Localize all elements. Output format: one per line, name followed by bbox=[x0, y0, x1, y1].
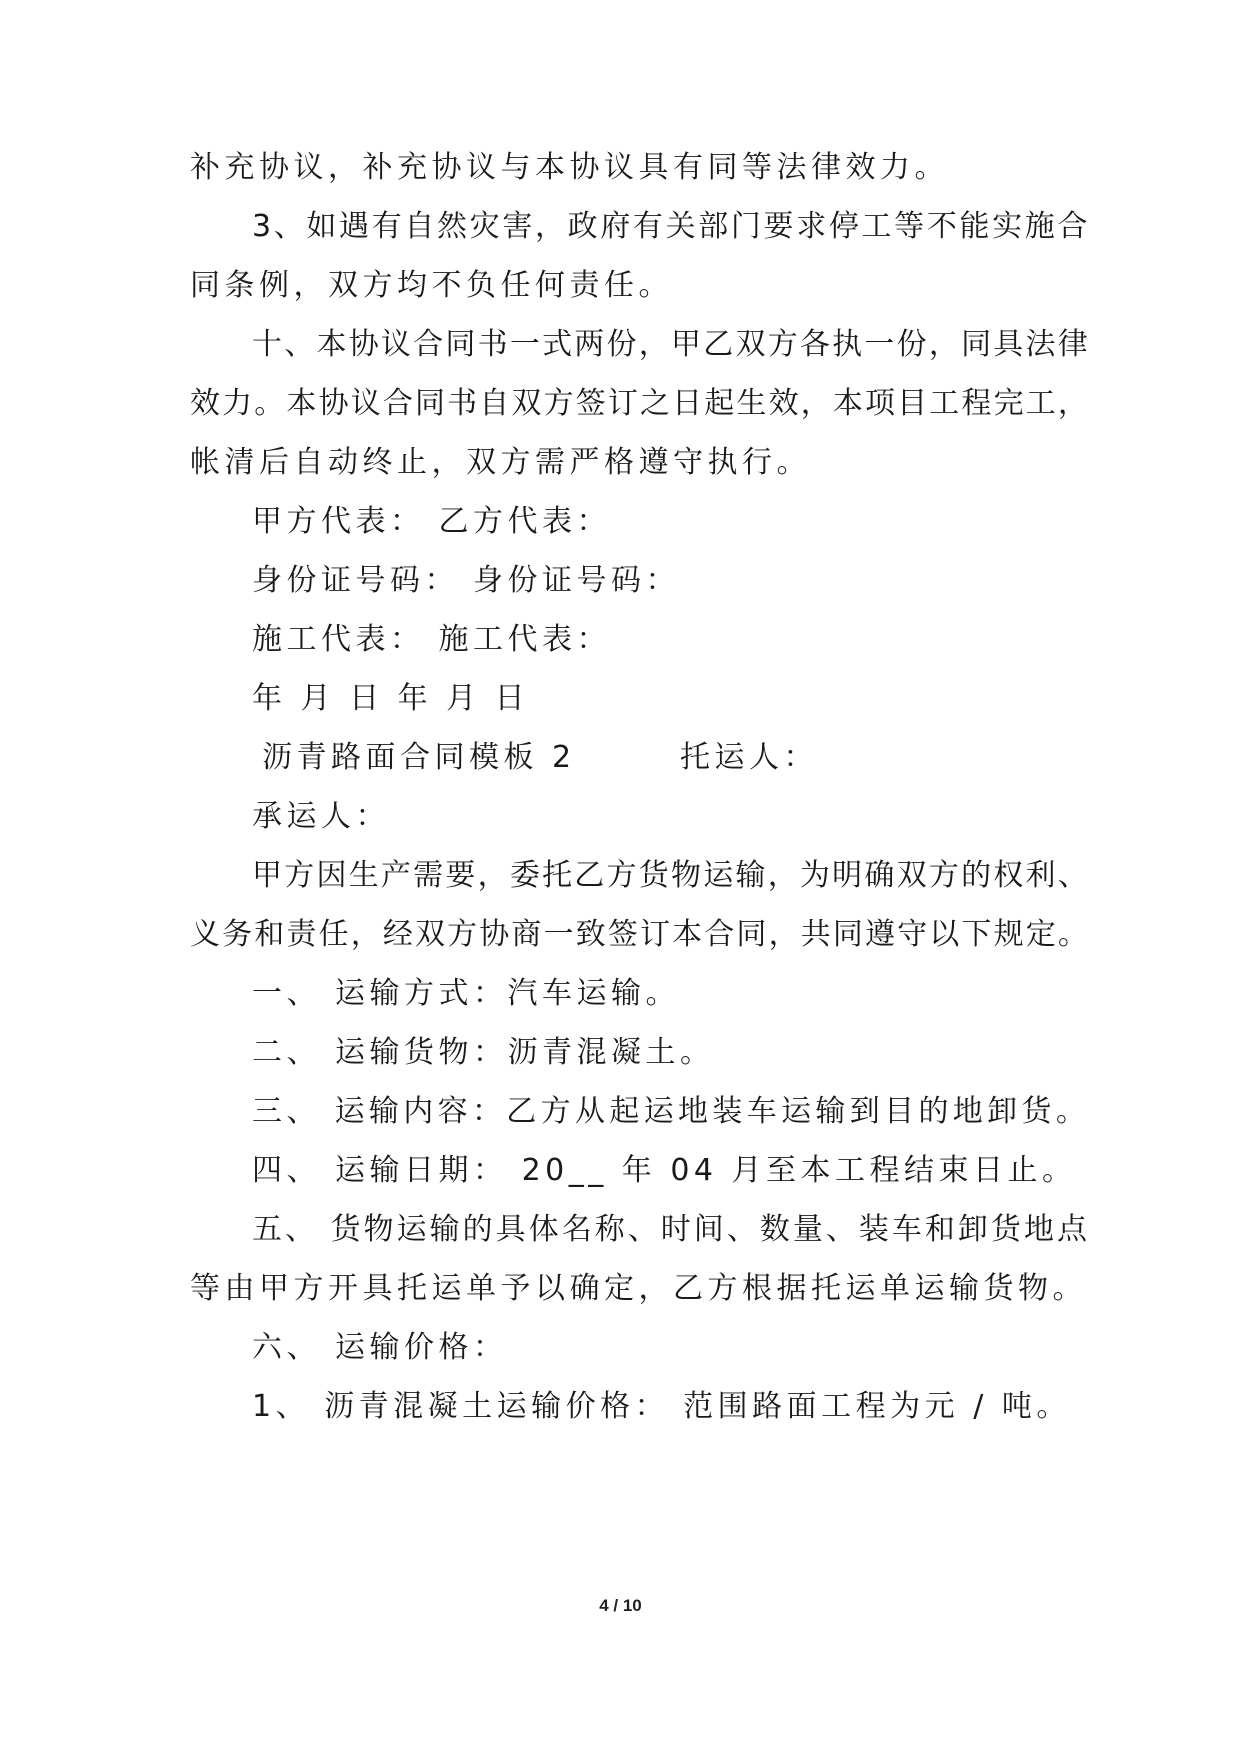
paragraph-line: 补充协议，补充协议与本协议具有同等法律效力。 bbox=[190, 150, 949, 185]
clause-line: 二、 运输货物：沥青混凝土。 bbox=[252, 1035, 715, 1070]
paragraph-line: 3、如遇有自然灾害，政府有关部门要求停工等不能实施合 bbox=[252, 209, 1091, 244]
paragraph-line: 同条例，双方均不负任何责任。 bbox=[190, 268, 673, 303]
contract-title: 沥青路面合同模板 2 bbox=[262, 740, 576, 775]
paragraph-line: 等由甲方开具托运单予以确定，乙方根据托运单运输货物。 bbox=[190, 1271, 1087, 1306]
page-number: 4 / 10 bbox=[599, 1596, 642, 1615]
signature-line: 施工代表： 施工代表： bbox=[252, 622, 612, 657]
clause-line: 一、 运输方式：汽车运输。 bbox=[252, 976, 681, 1011]
paragraph-line: 甲方因生产需要，委托乙方货物运输，为明确双方的权利、 bbox=[252, 858, 1090, 893]
carrier-label: 承运人： bbox=[252, 799, 390, 834]
paragraph-line: 帐清后自动终止，双方需严格遵守执行。 bbox=[190, 445, 811, 480]
clause-line: 六、 运输价格： bbox=[252, 1330, 508, 1365]
clause-line: 1、 沥青混凝土运输价格： 范围路面工程为元 / 吨。 bbox=[252, 1389, 1071, 1424]
date-line: 年 月 日 年 月 日 bbox=[252, 681, 530, 716]
paragraph-line: 十、本协议合同书一式两份，甲乙双方各执一份，同具法律 bbox=[252, 327, 1090, 362]
signature-line: 身份证号码： 身份证号码： bbox=[252, 563, 681, 598]
clause-line: 五、 货物运输的具体名称、时间、数量、装车和卸货地点 bbox=[252, 1212, 1090, 1247]
paragraph-line: 效力。本协议合同书自双方签订之日起生效，本项目工程完工， bbox=[190, 386, 1090, 421]
signature-line: 甲方代表： 乙方代表： bbox=[252, 504, 612, 539]
paragraph-line: 义务和责任，经双方协商一致签订本合同，共同遵守以下规定。 bbox=[190, 917, 1090, 952]
clause-line: 三、 运输内容：乙方从起运地装车运输到目的地卸货。 bbox=[252, 1094, 1091, 1129]
clause-line: 四、 运输日期： 20__ 年 04 月至本工程结束日止。 bbox=[252, 1153, 1077, 1188]
shipper-label: 托运人： bbox=[680, 740, 818, 775]
